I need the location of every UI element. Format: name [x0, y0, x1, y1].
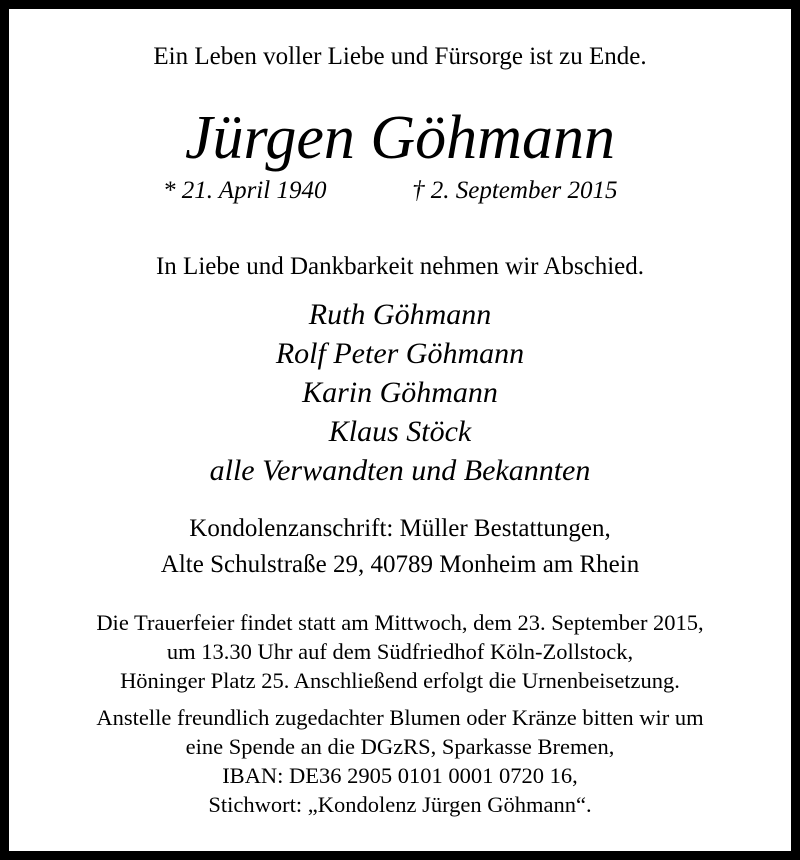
- donation-line: Stichwort: „Kondolenz Jürgen Göhmann“.: [208, 792, 592, 817]
- ceremony-line: Die Trauerfeier findet statt am Mittwoch, dem 23. September 2015,: [96, 610, 704, 635]
- ceremony-line: um 13.30 Uhr auf dem Südfriedhof Köln-Zollstock,: [166, 639, 634, 664]
- mourner-name: Klaus Stöck: [328, 415, 472, 448]
- mourner-name: Rolf Peter Göhmann: [275, 337, 525, 370]
- mourner-name: Ruth Göhmann: [308, 298, 492, 331]
- intro-line: Ein Leben voller Liebe und Fürsorge ist zu Ende.: [153, 43, 647, 70]
- birth-date: * 21. April 1940: [163, 177, 327, 204]
- ceremony-line: Höninger Platz 25. Anschließend erfolgt die Urnenbeisetzung.: [120, 668, 680, 693]
- mourner-name: Karin Göhmann: [302, 376, 498, 409]
- farewell-line: In Liebe und Dankbarkeit nehmen wir Abschied.: [155, 253, 645, 280]
- mourners-list: [0, 295, 800, 490]
- mourner-name: alle Verwandten und Bekannten: [209, 454, 591, 487]
- donation-line: IBAN: DE36 2905 0101 0001 0720 16,: [222, 763, 578, 788]
- condolence-address: [0, 511, 800, 583]
- donation-line: Anstelle freundlich zugedachter Blumen oder Kränze bitten wir um: [96, 705, 704, 730]
- donation-request: [0, 703, 800, 819]
- address-line: Kondolenzanschrift: Müller Bestattungen,: [189, 515, 611, 542]
- deceased-name: Jürgen Göhmann: [185, 104, 615, 172]
- donation-line: eine Spende an die DGzRS, Sparkasse Bremen,: [185, 734, 615, 759]
- address-line: Alte Schulstraße 29, 40789 Monheim am Rhein: [160, 551, 640, 578]
- death-date: † 2. September 2015: [412, 177, 618, 204]
- ceremony-details: [0, 608, 800, 695]
